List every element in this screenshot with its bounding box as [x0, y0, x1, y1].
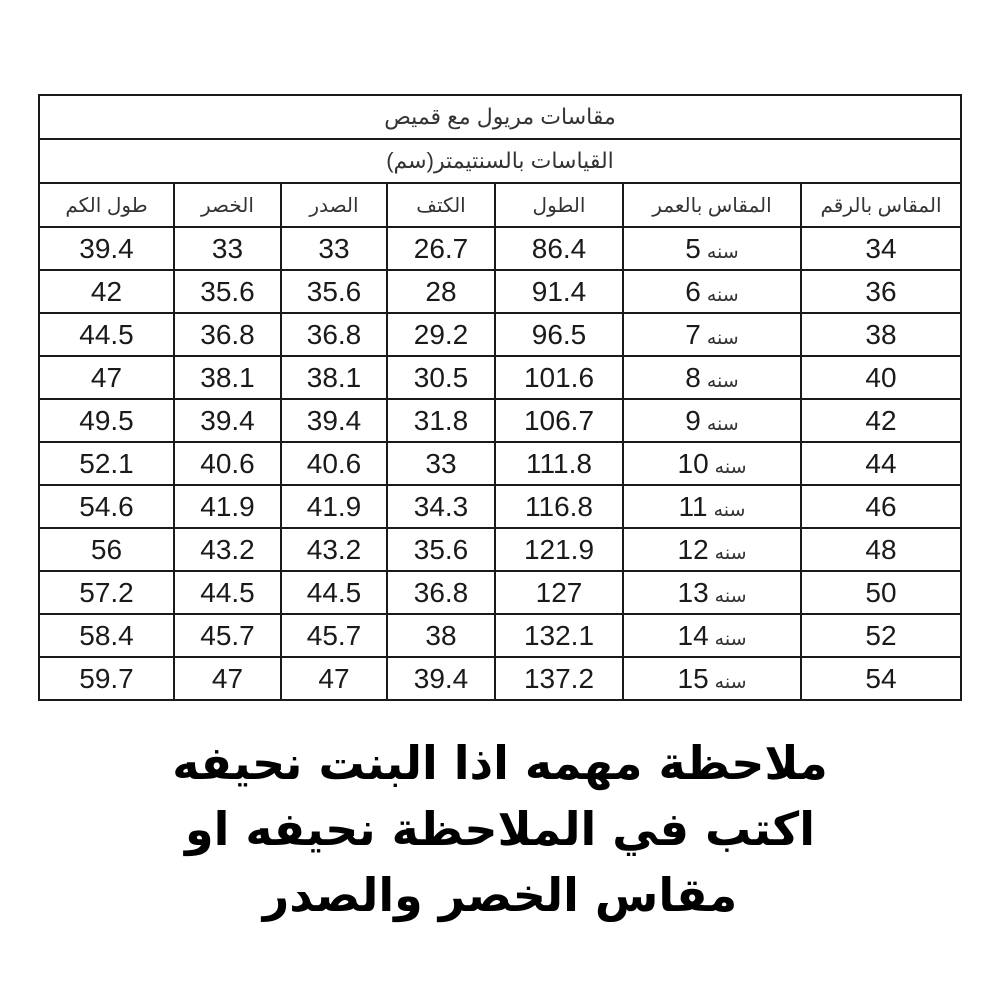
age-number: 12	[677, 533, 709, 565]
cell-waist: 36.8	[174, 313, 281, 356]
cell-length: 132.1	[495, 614, 623, 657]
cell-shoulder: 36.8	[387, 571, 495, 614]
age-word: سنه	[714, 628, 747, 650]
table-row	[39, 356, 961, 399]
cell-chest: 40.6	[281, 442, 387, 485]
cell-shoulder: 29.2	[387, 313, 495, 356]
table-row	[39, 485, 961, 528]
table-row	[39, 270, 961, 313]
age-number: 9	[685, 404, 701, 436]
cell-waist: 45.7	[174, 614, 281, 657]
cell-age	[623, 528, 801, 571]
cell-size: 36	[801, 270, 961, 313]
cell-chest: 43.2	[281, 528, 387, 571]
age-word: سنه	[714, 542, 747, 564]
size-chart	[38, 94, 960, 701]
header-size-number: المقاس بالرقم	[801, 183, 961, 227]
cell-chest: 41.9	[281, 485, 387, 528]
cell-shoulder: 28	[387, 270, 495, 313]
cell-shoulder: 39.4	[387, 657, 495, 700]
note-line: اكتب في الملاحظة نحيفه او	[185, 802, 815, 856]
cell-chest: 36.8	[281, 313, 387, 356]
age-word: سنه	[706, 241, 739, 263]
cell-length: 96.5	[495, 313, 623, 356]
cell-age	[623, 442, 801, 485]
cell-sleeve: 56	[39, 528, 174, 571]
cell-size: 34	[801, 227, 961, 270]
cell-age	[623, 270, 801, 313]
cell-age	[623, 614, 801, 657]
cell-waist: 43.2	[174, 528, 281, 571]
cell-length: 111.8	[495, 442, 623, 485]
cell-shoulder: 38	[387, 614, 495, 657]
age-number: 13	[677, 576, 709, 608]
header-size-age: المقاس بالعمر	[623, 183, 801, 227]
cell-length: 121.9	[495, 528, 623, 571]
header-row	[39, 183, 961, 227]
age-word: سنه	[706, 284, 739, 306]
header-shoulder: الكتف	[387, 183, 495, 227]
cell-size: 54	[801, 657, 961, 700]
cell-chest: 47	[281, 657, 387, 700]
cell-size: 38	[801, 313, 961, 356]
cell-sleeve: 47	[39, 356, 174, 399]
cell-length: 137.2	[495, 657, 623, 700]
cell-sleeve: 57.2	[39, 571, 174, 614]
cell-sleeve: 44.5	[39, 313, 174, 356]
cell-sleeve: 52.1	[39, 442, 174, 485]
cell-waist: 44.5	[174, 571, 281, 614]
cell-age	[623, 227, 801, 270]
cell-waist: 41.9	[174, 485, 281, 528]
cell-chest: 33	[281, 227, 387, 270]
cell-size: 46	[801, 485, 961, 528]
cell-age	[623, 356, 801, 399]
table-row	[39, 399, 961, 442]
age-word: سنه	[714, 585, 747, 607]
cell-shoulder: 33	[387, 442, 495, 485]
cell-waist: 35.6	[174, 270, 281, 313]
cell-chest: 35.6	[281, 270, 387, 313]
table-row	[39, 614, 961, 657]
cell-chest: 44.5	[281, 571, 387, 614]
size-table	[38, 94, 962, 701]
cell-shoulder: 35.6	[387, 528, 495, 571]
age-word: سنه	[714, 671, 747, 693]
cell-age	[623, 485, 801, 528]
table-title: مقاسات مريول مع قميص	[39, 95, 961, 139]
cell-length: 86.4	[495, 227, 623, 270]
cell-waist: 40.6	[174, 442, 281, 485]
age-word: سنه	[714, 456, 747, 478]
age-word: سنه	[706, 370, 739, 392]
age-number: 10	[677, 447, 709, 479]
age-number: 14	[677, 619, 709, 651]
header-sleeve-length: طول الكم	[39, 183, 174, 227]
cell-size: 44	[801, 442, 961, 485]
cell-size: 50	[801, 571, 961, 614]
note-line: مقاس الخصر والصدر	[262, 868, 738, 922]
cell-length: 127	[495, 571, 623, 614]
table-row	[39, 528, 961, 571]
cell-size: 40	[801, 356, 961, 399]
table-row	[39, 442, 961, 485]
cell-size: 42	[801, 399, 961, 442]
cell-length: 91.4	[495, 270, 623, 313]
cell-sleeve: 58.4	[39, 614, 174, 657]
table-row	[39, 657, 961, 700]
header-chest: الصدر	[281, 183, 387, 227]
cell-sleeve: 42	[39, 270, 174, 313]
note-line: ملاحظة مهمه اذا البنت نحيفه	[172, 736, 828, 790]
header-waist: الخصر	[174, 183, 281, 227]
cell-length: 101.6	[495, 356, 623, 399]
cell-chest: 38.1	[281, 356, 387, 399]
cell-waist: 33	[174, 227, 281, 270]
cell-sleeve: 59.7	[39, 657, 174, 700]
cell-chest: 45.7	[281, 614, 387, 657]
cell-sleeve: 54.6	[39, 485, 174, 528]
note	[0, 730, 1000, 928]
age-number: 6	[685, 275, 701, 307]
cell-length: 116.8	[495, 485, 623, 528]
age-number: 5	[685, 232, 701, 264]
cell-age	[623, 313, 801, 356]
age-number: 7	[685, 318, 701, 350]
cell-shoulder: 34.3	[387, 485, 495, 528]
cell-waist: 47	[174, 657, 281, 700]
table-subtitle: القياسات بالسنتيمتر(سم)	[39, 139, 961, 183]
cell-size: 52	[801, 614, 961, 657]
age-word: سنه	[713, 499, 746, 521]
cell-sleeve: 39.4	[39, 227, 174, 270]
cell-age	[623, 657, 801, 700]
cell-waist: 38.1	[174, 356, 281, 399]
age-number: 11	[678, 490, 708, 522]
age-word: سنه	[706, 327, 739, 349]
age-word: سنه	[706, 413, 739, 435]
cell-age	[623, 571, 801, 614]
cell-shoulder: 26.7	[387, 227, 495, 270]
cell-age	[623, 399, 801, 442]
table-row	[39, 227, 961, 270]
header-length: الطول	[495, 183, 623, 227]
cell-sleeve: 49.5	[39, 399, 174, 442]
age-number: 8	[685, 361, 701, 393]
cell-length: 106.7	[495, 399, 623, 442]
cell-chest: 39.4	[281, 399, 387, 442]
table-body	[39, 227, 961, 700]
table-row	[39, 313, 961, 356]
cell-waist: 39.4	[174, 399, 281, 442]
cell-shoulder: 30.5	[387, 356, 495, 399]
cell-size: 48	[801, 528, 961, 571]
age-number: 15	[677, 662, 709, 694]
cell-shoulder: 31.8	[387, 399, 495, 442]
table-row	[39, 571, 961, 614]
